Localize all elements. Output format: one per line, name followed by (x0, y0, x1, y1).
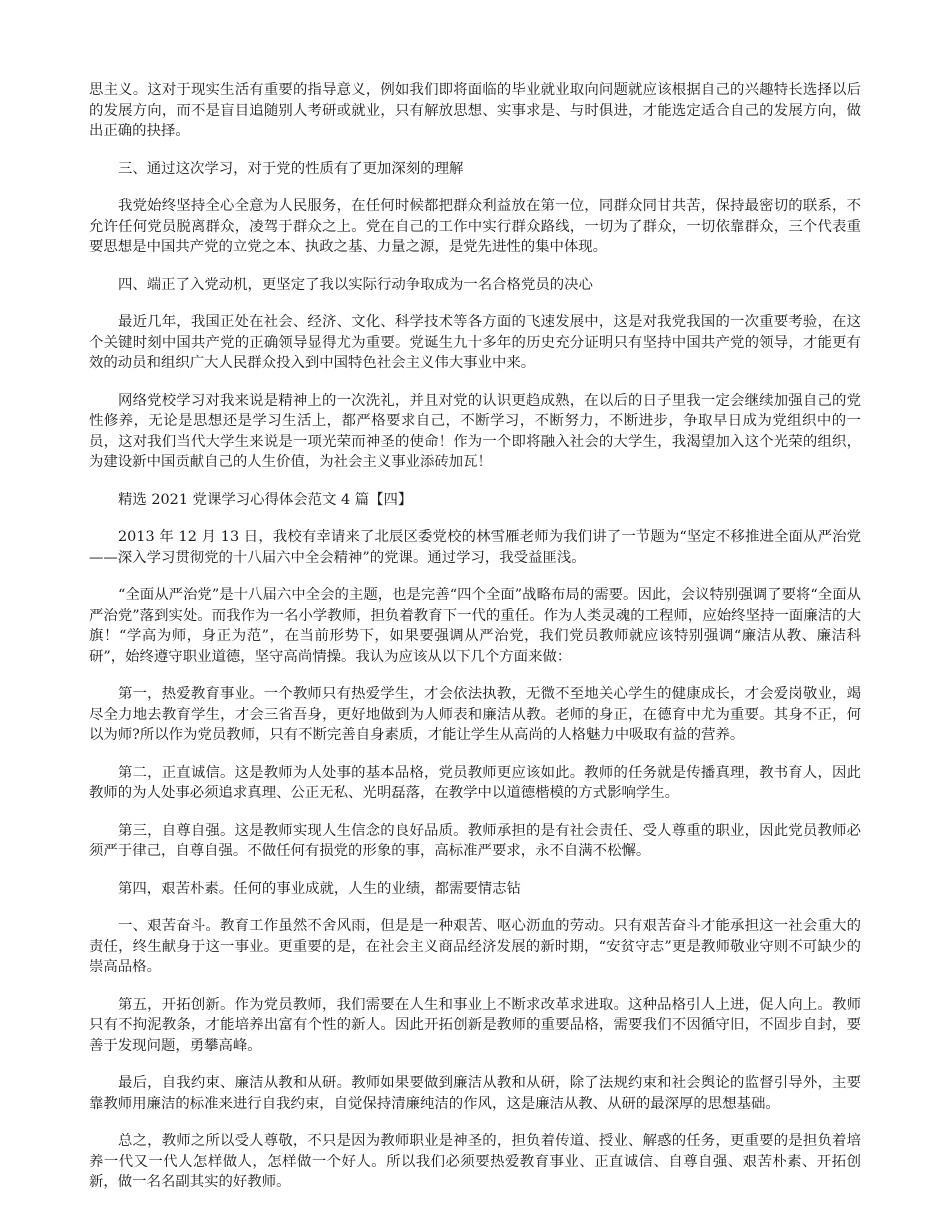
paragraph: 2013 年 12 月 13 日，我校有幸请来了北辰区委党校的林雪雁老师为我们讲了一节题为“坚定不移推进全面从严治党——深入学习贯彻党的十八届六中全会精神”的党课。通过学习，我受益匪浅。 (89, 529, 861, 566)
document-body (89, 80, 861, 1210)
paragraph: 网络党校学习对我来说是精神上的一次洗礼，并且对党的认识更趋成熟，在以后的日子里我一定会继续加强自己的党性修养，无论是思想还是学习生活上，都严格要求自己，不断学习，不断努力，不断进步，争取早日成为党组织中的一员，这对我们当代大学生来说是一项光荣而神圣的使命！作为一个即将融入社会的大学生，我渴望加入这个光荣的组织，为建设新中国贡献自己的人生价值，为社会主义事业添砖加瓦！ (89, 392, 861, 470)
paragraph: 第四，艰苦朴素。任何的事业成就，人生的业绩，都需要情志钻 (118, 880, 521, 897)
section-heading: 三、通过这次学习，对于党的性质有了更加深刻的理解 (118, 160, 464, 177)
paragraph: 第三，自尊自强。这是教师实现人生信念的良好品质。教师承担的是有社会责任、受人尊重的职业，因此党员教师必须严于律己，自尊自强。不做任何有损党的形象的事，高标准严要求，永不自满不松懈。 (89, 822, 861, 859)
article-title: 精选 2021 党课学习心得体会范文 4 篇【四】 (118, 491, 413, 508)
paragraph: 最后，自我约束、廉洁从教和从研。教师如果要做到廉洁从教和从研，除了法规约束和社会舆论的监督引导外，主要靠教师用廉洁的标准来进行自我约束，自觉保持清廉纯洁的作风，这是廉洁从教、从研的最深厚的思想基础。 (89, 1075, 861, 1112)
paragraph: 第五，开拓创新。作为党员教师，我们需要在人生和事业上不断求改革求进取。这种品格引人上进，促人向上。教师只有不拘泥教条，才能培养出富有个性的新人。因此开拓创新是教师的重要品格，需要我们不因循守旧，不固步自封，要善于发现问题，勇攀高峰。 (89, 996, 861, 1054)
paragraph: 我党始终坚持全心全意为人民服务，在任何时候都把群众利益放在第一位，同群众同甘共苦，保持最密切的联系，不允许任何党员脱离群众，凌驾于群众之上。党在自己的工作中实行群众路线，一切为了群众，一切依靠群众，三个代表重要思想是中国共产党的立党之本、执政之基、力量之源，是党先进性的集中体现。 (89, 198, 861, 255)
paragraph: “全面从严治党”是十八届六中全会的主题，也是完善“四个全面”战略布局的需要。因此，会议特别强调了要将“全面从严治党”落到实处。而我作为一名小学教师，担负着教育下一代的重任。作为人类灵魂的工程师，应始终坚持一面廉洁的大旗！“学高为师，身正为范”，在当前形势下，如果要强调从严治党，我们党员教师就应该特别强调“廉洁从教、廉洁科研”，始终遵守职业道德，坚守高尚情操。我认为应该从以下几个方面来做： (89, 587, 861, 665)
section-heading: 四、端正了入党动机，更坚定了我以实际行动争取成为一名合格党员的决心 (118, 276, 593, 293)
paragraph: 一、艰苦奋斗。教育工作虽然不舍风雨，但是是一种艰苦、呕心沥血的劳动。只有艰苦奋斗才能承担这一社会重大的责任，终生献身于这一事业。更重要的是，在社会主义商品经济发展的新时期，“安贫守志”更是教师敬业守则不可缺少的崇高品格。 (89, 918, 861, 975)
paragraph: 最近几年，我国正处在社会、经济、文化、科学技术等各方面的飞速发展中，这是对我党我国的一次重要考验，在这个关键时刻中国共产党的正确领导显得尤为重要。党诞生九十多年的历史充分证明只有坚持中国共产党的领导，才能更有效的动员和组织广大人民群众投入到中国特色社会主义伟大事业中来。 (89, 314, 861, 371)
paragraph: 第一，热爱教育事业。一个教师只有热爱学生，才会依法执教，无微不至地关心学生的健康成长，才会爱岗敬业，竭尽全力地去教育学生，才会三省吾身，更好地做到为人师表和廉洁从教。老师的身正，在德育中尤为重要。其身不正，何以为师?所以作为党员教师，只有不断完善自身素质，才能让学生从高尚的人格魅力中吸取有益的营养。 (89, 686, 861, 743)
paragraph: 第二，正直诚信。这是教师为人处事的基本品格，党员教师更应该如此。教师的任务就是传播真理，教书育人，因此教师的为人处事必须追求真理、公正无私、光明磊落，在教学中以道德楷模的方式影响学生。 (89, 764, 861, 801)
paragraph: 思主义。这对于现实生活有重要的指导意义，例如我们即将面临的毕业就业取向问题就应该根据自己的兴趣特长选择以后的发展方向，而不是盲目追随别人考研或就业，只有解放思想、实事求是、与时俱进，才能选定适合自己的发展方向，做出正确的抉择。 (89, 82, 861, 139)
paragraph: 总之，教师之所以受人尊敬，不只是因为教师职业是神圣的，担负着传道、授业、解惑的任务，更重要的是担负着培养一代又一代人怎样做人，怎样做一个好人。所以我们必须要热爱教育事业、正直诚信、自尊自强、艰苦朴素、开拓创新，做一名名副其实的好教师。 (89, 1133, 861, 1190)
